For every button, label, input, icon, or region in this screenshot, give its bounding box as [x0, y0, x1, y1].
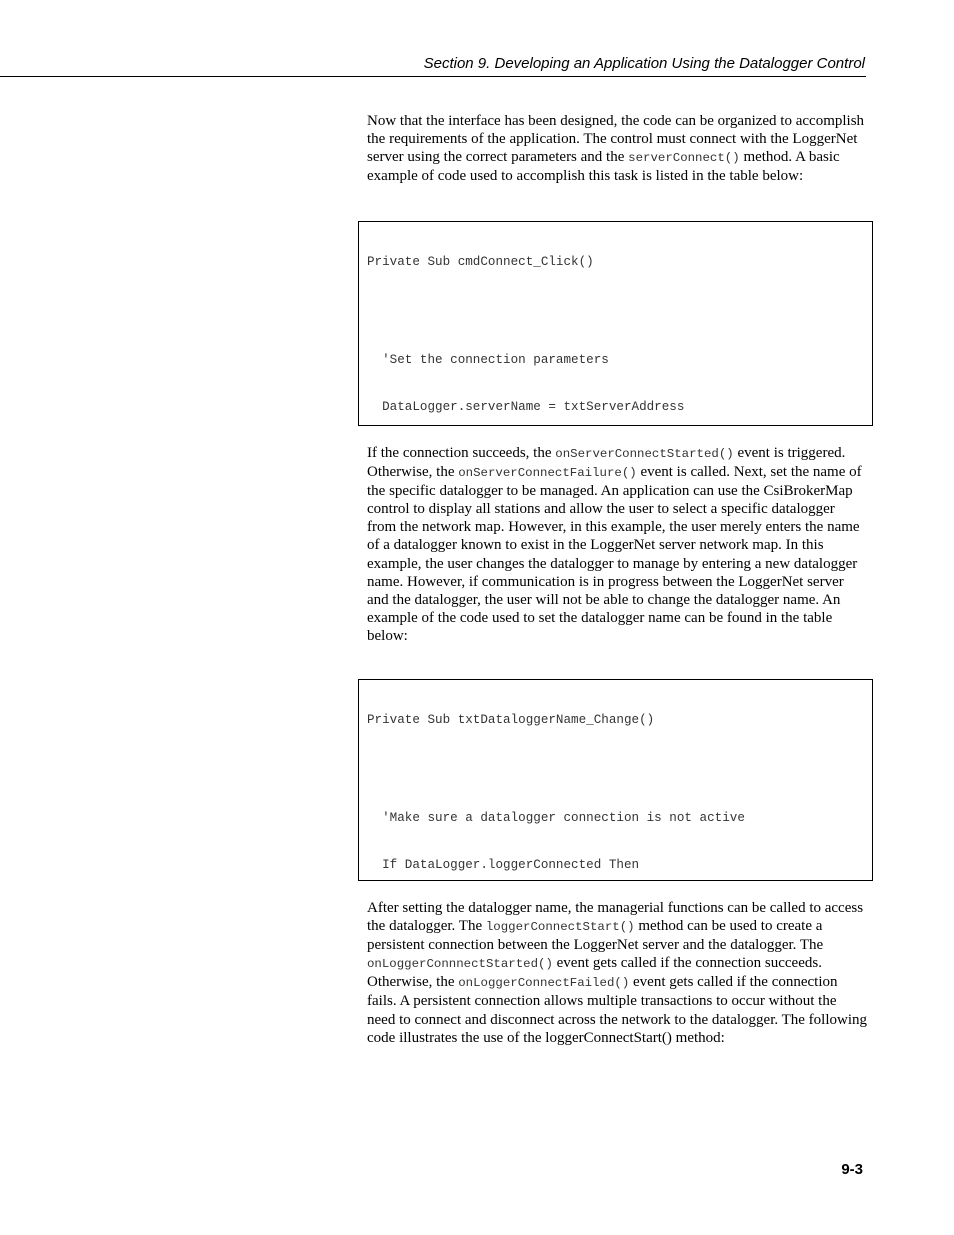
logger-text-1: After setting the datalogger name, the managerial functions can be called to access the datalogger. The [367, 900, 864, 935]
inline-code-loggerconnectstart: loggerConnectStart() [485, 920, 635, 935]
code-line: 'Set the connection parameters [367, 352, 609, 367]
code-line: If DataLogger.loggerConnected Then [367, 857, 640, 872]
logger-text-2: method can be used to create a persistent connection between the LoggerNet server and the datalogger. The [367, 918, 824, 954]
logger-text-3: event gets called if the connection succeeds. Otherwise, the [367, 955, 822, 991]
inline-code-onserverconnectstarted: onServerConnectStarted() [555, 447, 734, 461]
code-line: DataLogger.serverName = txtServerAddress [367, 399, 685, 414]
header-divider [0, 76, 866, 77]
page-number: 9-3 [841, 1161, 863, 1178]
code-gap [367, 760, 872, 779]
connection-text-3: event is called. Next, set the name of the specific datalogger to be managed. An application can use the CsiBrokerMap control to display all stations and allow the user to select a specific datalogger from the network map. However, in this example, the user merely enters the name of a datalogger known to exist in the LoggerNet server network map. In this example, the user changes the datalogger to manage by entering a new datalogger name. However, if communication is in progress between the LoggerNet server and the datalogger, the user will not be able to change the datalogger name. An example of the code used to set the datalogger name can be found in the table below: [367, 464, 862, 644]
code-line: Private Sub txtDataloggerName_Change() [367, 712, 655, 727]
code-block-datalogger-name [358, 679, 873, 881]
code-line: Private Sub cmdConnect_Click() [367, 254, 594, 269]
code-block-connect [358, 221, 873, 426]
inline-code-onloggerconnnectstarted: onLoggerConnnectStarted() [367, 957, 553, 972]
code-line: 'Make sure a datalogger connection is not active [367, 810, 745, 825]
intro-text-2: method. A basic example of code used to accomplish this task is listed in the table below: [367, 149, 840, 185]
connection-paragraph [367, 444, 867, 645]
section-header: Section 9. Developing an Application Using the Datalogger Control [423, 55, 865, 72]
code-gap [367, 302, 872, 321]
intro-text-1: Now that the interface has been designed, the code can be organized to accomplish the requirements of the application. The control must connect with the LoggerNet server using the correct parameters and the [367, 113, 865, 166]
intro-paragraph [367, 112, 867, 185]
inline-code-onserverconnectfailure: onServerConnectFailure() [458, 466, 637, 481]
connection-text-2: event is triggered. Otherwise, the [367, 445, 846, 481]
logger-connect-paragraph [367, 899, 867, 1047]
connection-text-1: If the connection succeeds, the [367, 445, 556, 461]
inline-code-serverconnect: serverConnect() [628, 151, 740, 166]
logger-text-4: event gets called if the connection fails. A persistent connection allows multiple transactions to occur without the need to connect and disconnect across the network to the datalogger. The following code illustrates the use of the loggerConnectStart() method: [367, 974, 867, 1046]
inline-code-onloggerconnectfailed: onLoggerConnectFailed() [458, 976, 630, 991]
